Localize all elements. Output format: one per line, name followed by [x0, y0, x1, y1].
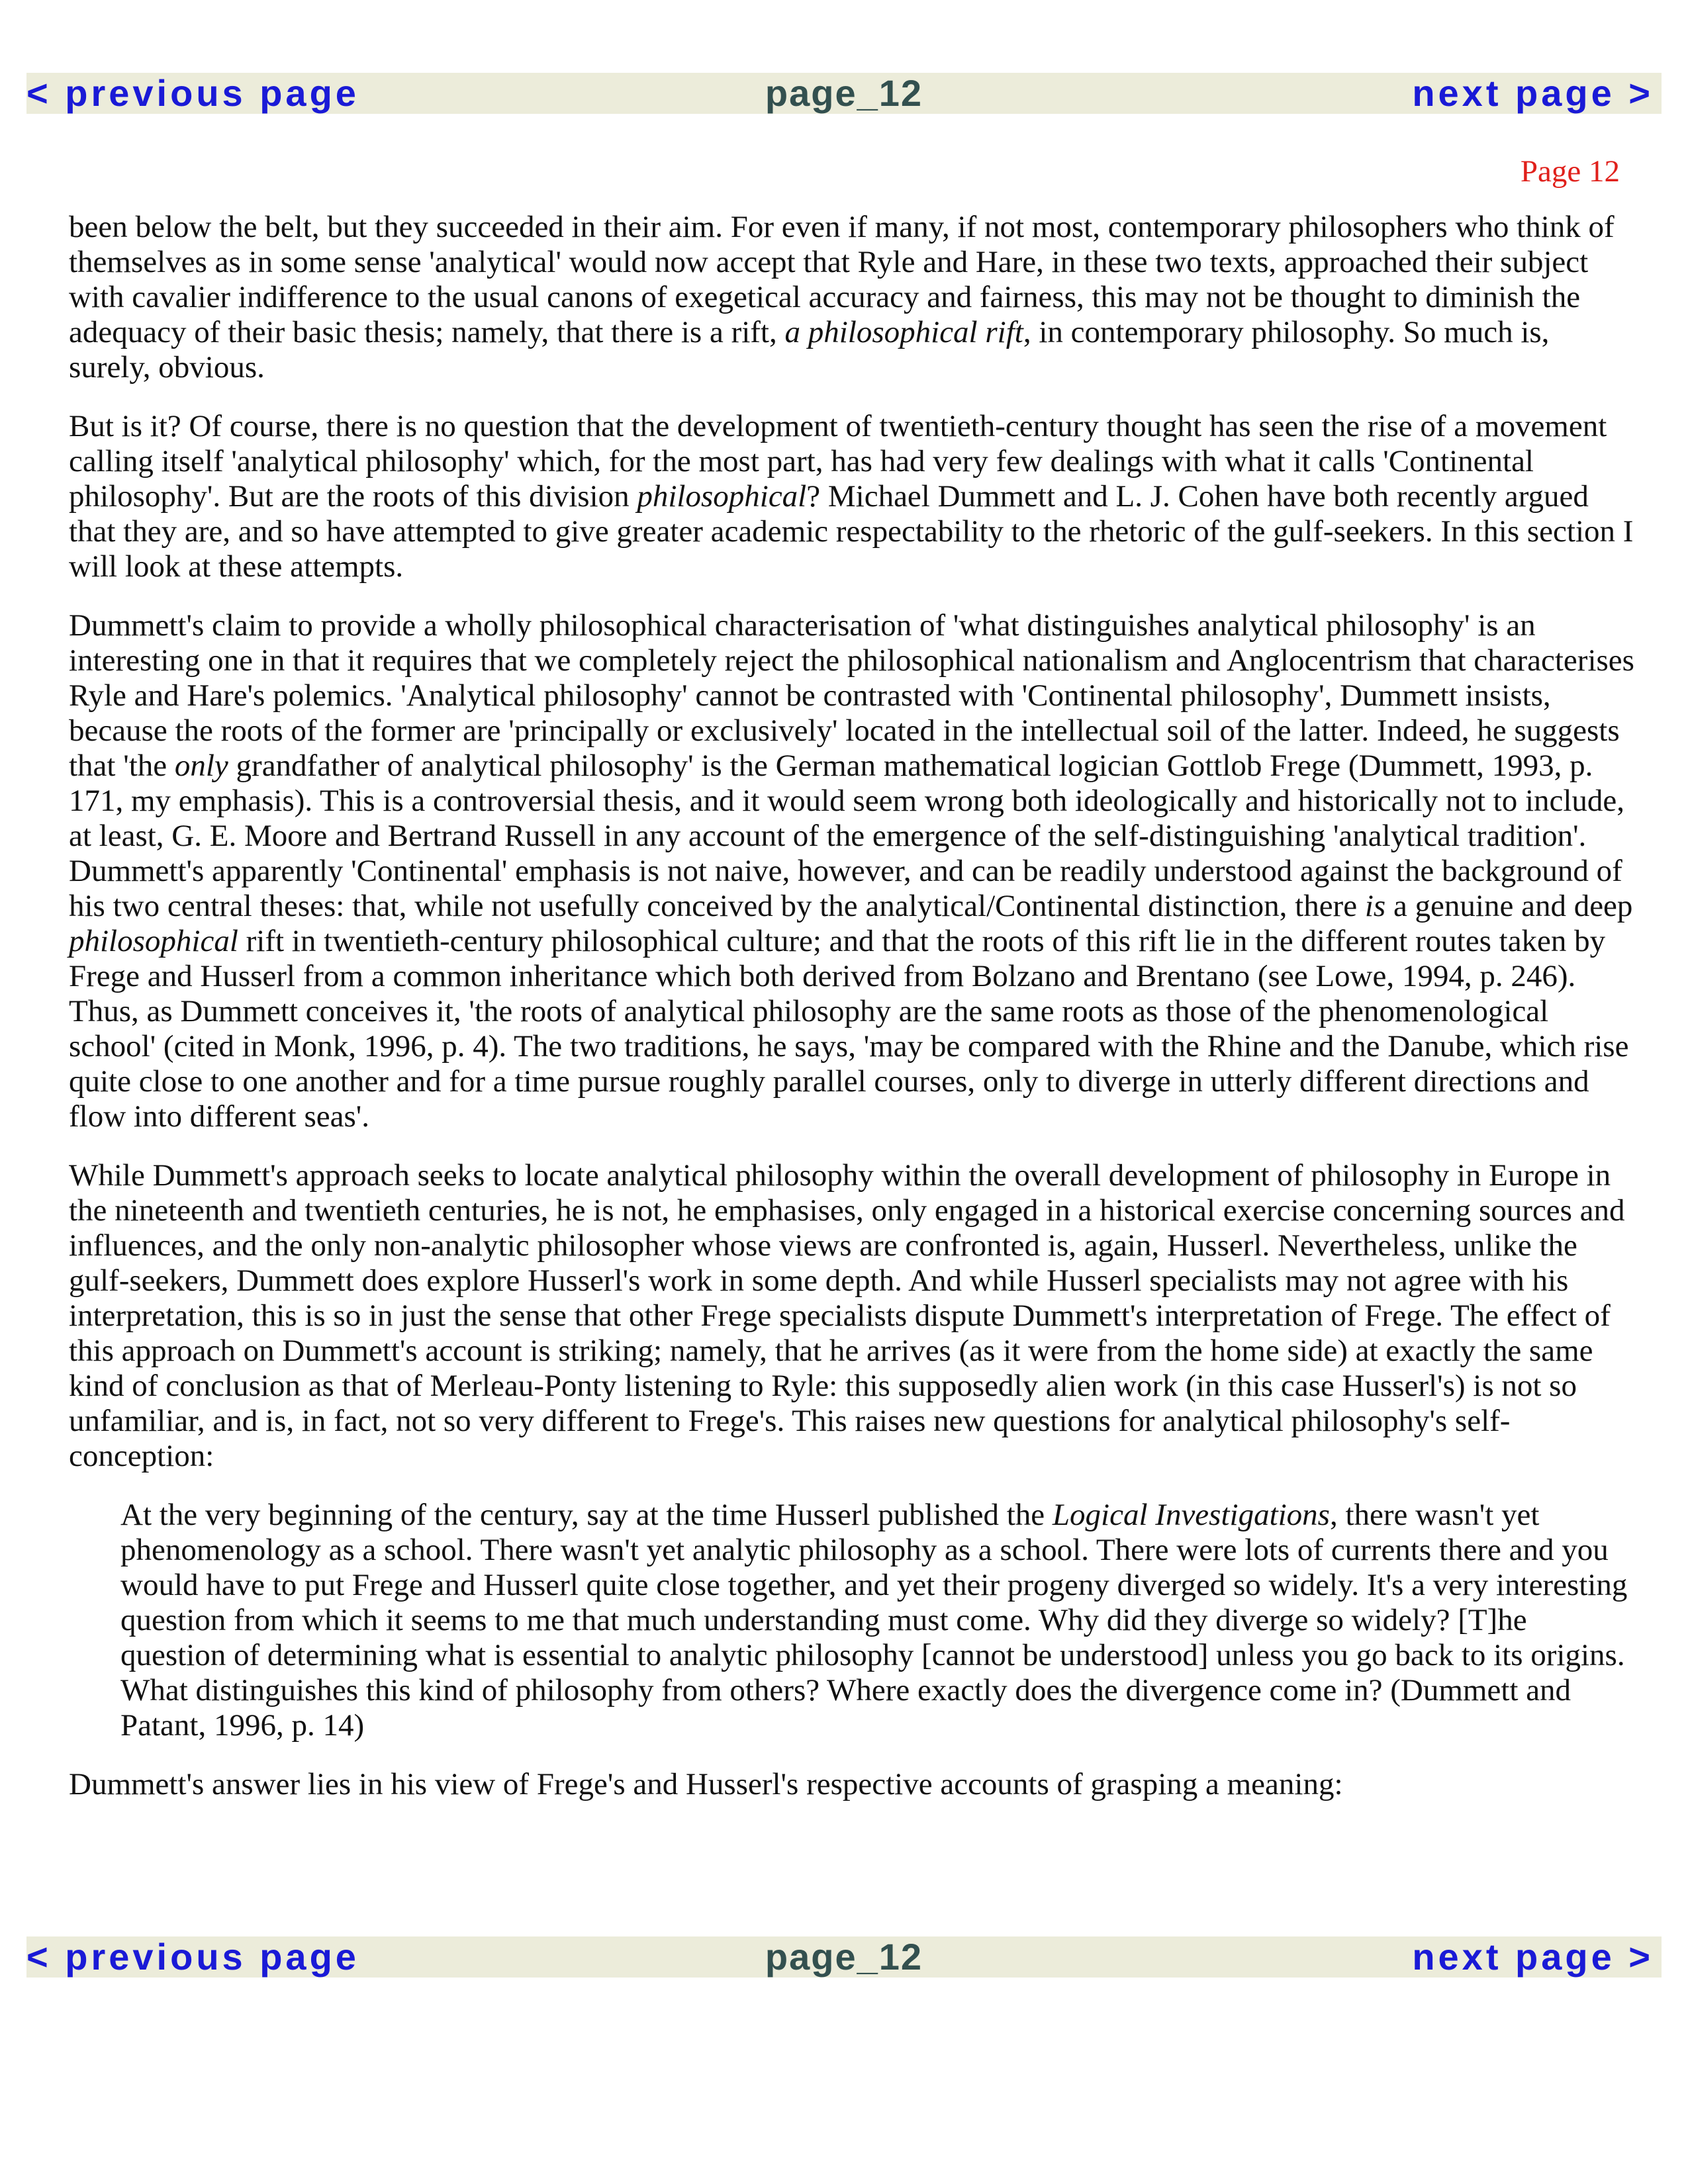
current-page-label: page_12 [765, 72, 923, 114]
top-navigation-bar [26, 73, 1662, 114]
previous-page-link[interactable]: < previous page [26, 72, 359, 114]
bottom-navigation-bar [26, 1936, 1662, 1978]
page-number: Page 12 [1520, 154, 1620, 189]
block-quote: At the very beginning of the century, say at the time Husserl published the Logical Investigations, there wasn't yet phenomenology as a school. There wasn't yet analytic philosophy as a school. There were lots of currents there and you would have to put Frege and Husserl quite close together, and yet their progeny diverged so widely. It's a very interesting question from which it seems to me that much understanding must come. Why did they diverge so widely? [T]he question of determining what is essential to analytic philosophy [cannot be understood] unless you go back to its origins. What distinguishes this kind of philosophy from others? Where exactly does the divergence come in? (Dummett and Patant, 1996, p. 14) [120, 1498, 1628, 1743]
paragraph-4: While Dummett's approach seeks to locate analytical philosophy within the overall development of philosophy in Europe in the nineteenth and twentieth centuries, he is not, he emphasises, only engaged in a historical exercise concerning sources and influences, and the only non-analytic philosopher whose views are confronted is, again, Husserl. Nevertheless, unlike the gulf-seekers, Dummett does explore Husserl's work in some depth. And while Husserl specialists may not agree with his interpretation, this is so in just the sense that other Frege specialists dispute Dummett's interpretation of Frege. The effect of this approach on Dummett's account is striking; namely, that he arrives (as it were from the home side) at exactly the same kind of conclusion as that of Merleau-Ponty listening to Ryle: this supposedly alien work (in this case Husserl's) is not so unfamiliar, and is, in fact, not so very different to Frege's. This raises new questions for analytical philosophy's self-conception: [69, 1158, 1625, 1473]
paragraph-3: Dummett's claim to provide a wholly philosophical characterisation of 'what distinguishes analytical philosophy' is an interesting one in that it requires that we completely reject the philosophical nationalism and Anglocentrism that characterises Ryle and Hare's polemics. 'Analytical philosophy' cannot be contrasted with 'Continental philosophy', Dummett insists, because the roots of the former are 'principally or exclusively' located in the intellectual soil of the latter. Indeed, he suggests that 'the only grandfather of analytical philosophy' is the German mathematical logician Gottlob Frege (Dummett, 1993, p. 171, my emphasis). This is a controversial thesis, and it would seem wrong both ideologically and historically not to include, at least, G. E. Moore and Bertrand Russell in any account of the emergence of the self-distinguishing 'analytical tradition'. Dummett's apparently 'Continental' emphasis is not naive, however, and can be readily understood against the background of his two central theses: that, while not usefully conceived by the analytical/Continental distinction, there is a genuine and deep philosophical rift in twentieth-century philosophical culture; and that the roots of this rift lie in the different routes taken by Frege and Husserl from a common inheritance which both derived from Bolzano and Brentano (see Lowe, 1994, p. 246). Thus, as Dummett conceives it, 'the roots of analytical philosophy are the same roots as those of the phenomenological school' (cited in Monk, 1996, p. 4). The two traditions, he says, 'may be compared with the Rhine and the Danube, which rise quite close to one another and for a time pursue roughly parallel courses, only to diverge in utterly different directions and flow into different seas'. [69, 608, 1634, 1134]
paragraph-2: But is it? Of course, there is no question that the development of twentieth-century thought has seen the rise of a movement calling itself 'analytical philosophy' which, for the most part, has had very few dealings with what it calls 'Continental philosophy'. But are the roots of this division philosophical? Michael Dummett and L. J. Cohen have both recently argued that they are, and so have attempted to give greater academic respectability to the rhetoric of the gulf-seekers. In this section I will look at these attempts. [69, 409, 1634, 584]
document-body [69, 210, 1638, 1826]
next-page-link[interactable]: next page > [1412, 72, 1654, 114]
paragraph-5: Dummett's answer lies in his view of Frege's and Husserl's respective accounts of grasping a meaning: [69, 1767, 1343, 1801]
previous-page-link[interactable]: < previous page [26, 1936, 359, 1978]
paragraph-1: been below the belt, but they succeeded in their aim. For even if many, if not most, contemporary philosophers who think of themselves as in some sense 'analytical' would now accept that Ryle and Hare, in these two texts, approached their subject with cavalier indifference to the usual canons of exegetical accuracy and fairness, this may not be thought to diminish the adequacy of their basic thesis; namely, that there is a rift, a philosophical rift, in contemporary philosophy. So much is, surely, obvious. [69, 210, 1615, 385]
current-page-label: page_12 [765, 1936, 923, 1978]
next-page-link[interactable]: next page > [1412, 1936, 1654, 1978]
